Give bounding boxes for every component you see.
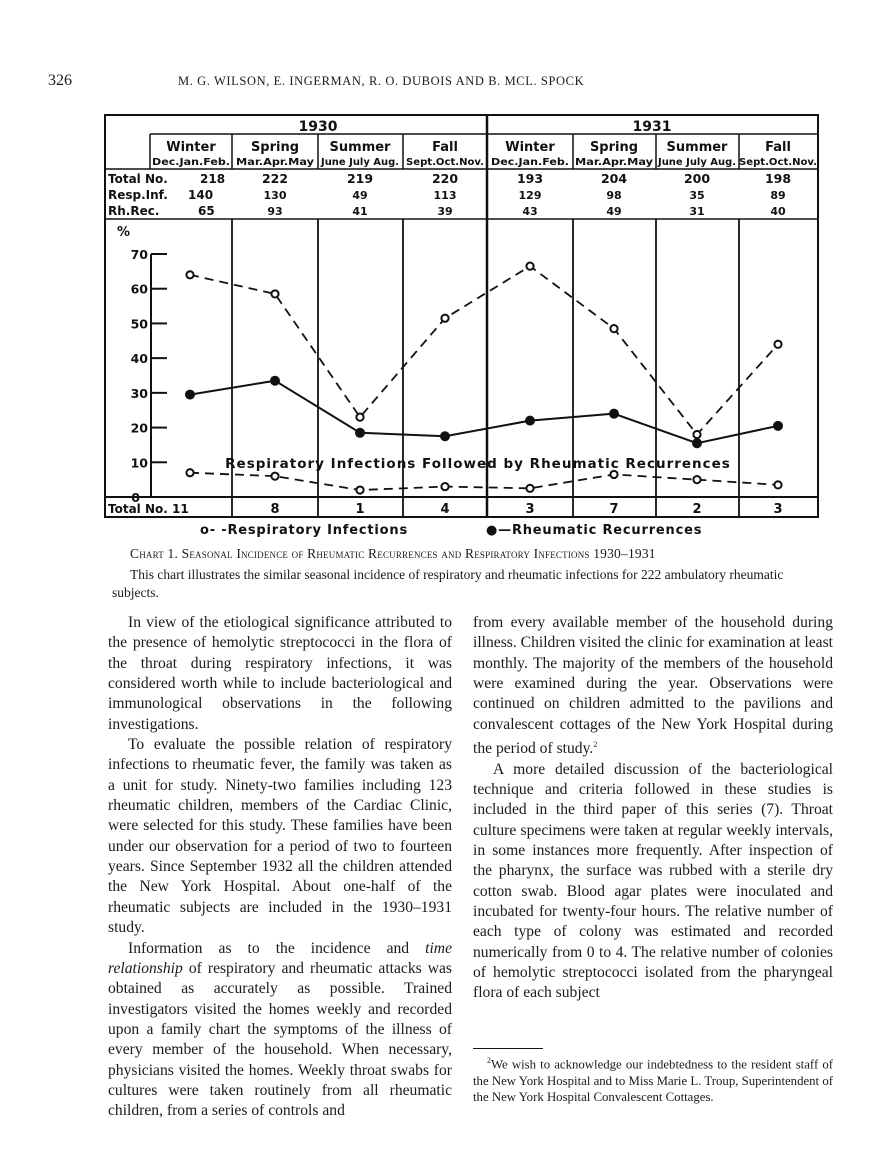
svg-text:1: 1 [355, 502, 365, 517]
chart-caption: Chart 1. Seasonal Incidence of Rheumatic Recurrences and Respiratory Infections 1930–1931 [130, 546, 656, 561]
svg-text:198: 198 [764, 171, 792, 186]
svg-text:3: 3 [773, 502, 783, 517]
chart-description: This chart illustrates the similar seasonal incidence of respiratory and rheumatic infections for 222 ambulatory rheumatic subjects. [112, 567, 784, 600]
paragraph: from every available member of the household during illness. Children visited the clinic for examination at least monthly. The majority of the members of the household were examined during the year. Observations were continued on children admitted to the pavilions and convalescent cottages of the New York Hospital during the period of study.$^2$ [473, 614, 833, 758]
open-point [693, 431, 700, 438]
svg-text:93: 93 [267, 205, 283, 218]
svg-text:98: 98 [606, 189, 622, 202]
open-point [271, 473, 278, 480]
filled-point [271, 377, 279, 385]
open-point [526, 263, 533, 270]
svg-text:Winter: Winter [505, 140, 555, 155]
svg-text:41: 41 [352, 205, 368, 218]
open-point [610, 325, 617, 332]
svg-text:218: 218 [200, 172, 226, 186]
open-point [441, 483, 448, 490]
svg-text:140: 140 [188, 188, 214, 202]
svg-text:43: 43 [522, 205, 538, 218]
svg-text:20: 20 [130, 420, 148, 436]
legend-respiratory: o- -Respiratory Infections [200, 523, 408, 538]
svg-text:Sept.Oct.Nov.: Sept.Oct.Nov. [406, 157, 484, 168]
svg-text:40: 40 [770, 205, 786, 218]
svg-text:40: 40 [130, 351, 148, 367]
svg-text:Mar.Apr.May: Mar.Apr.May [236, 157, 315, 168]
filled-point [774, 422, 782, 430]
open-point [441, 315, 448, 322]
svg-text:Spring: Spring [589, 140, 639, 155]
filled-point [441, 432, 449, 440]
svg-text:Dec.Jan.Feb.: Dec.Jan.Feb. [152, 157, 230, 168]
svg-text:June July Aug.: June July Aug. [656, 157, 736, 168]
footnote-marker: 2 [487, 1056, 491, 1065]
year-1930: 1930 [298, 119, 338, 135]
paragraph: Information as to the incidence and time relationship of respiratory and rheumatic attacks was obtained as accurately as possible. Trained investigators visited the homes weekly and recorded upon a family chart the symptoms of the illness of every member of the household. When necessary, physicians visited the homes. Weekly throat swabs for cultures were taken routinely from all rheumatic children, from a series of controls and [108, 939, 452, 1120]
svg-text:50: 50 [130, 316, 148, 332]
svg-text:Total No. 11: Total No. 11 [108, 502, 189, 516]
svg-text:65: 65 [198, 204, 215, 218]
svg-text:8: 8 [270, 502, 280, 517]
filled-point [610, 410, 618, 418]
svg-text:70: 70 [130, 247, 148, 262]
paragraph: A more detailed discussion of the bacteriological technique and criteria followed in these studies is included in the third paper of this series (7). Throat culture specimens were taken at regular weekly intervals, in some instances more frequently. After inspection of the pharynx, the surface was rubbed with a sterile dry cotton swab. Blood agar plates were inoculated and incubated for twenty-four hours. The relative number of each type of colony was estimated and recorded numerically from 0 to 4. The relative number of colonies of hemolytic streptococci isolated from the pharyngeal flora of each subject [473, 760, 833, 1002]
filled-point [693, 439, 701, 447]
open-point [271, 290, 278, 297]
svg-text:%: % [117, 225, 131, 240]
svg-text:219: 219 [346, 171, 374, 186]
svg-text:Winter: Winter [166, 140, 216, 155]
svg-text:130: 130 [263, 189, 287, 202]
year-1931: 1931 [632, 119, 672, 135]
open-point [774, 341, 781, 348]
svg-text:Spring: Spring [250, 140, 300, 155]
filled-point [186, 391, 194, 399]
footnote-rule [473, 1048, 543, 1049]
open-point [186, 469, 193, 476]
svg-text:193: 193 [516, 171, 544, 186]
svg-text:0: 0 [131, 490, 140, 505]
svg-text:220: 220 [431, 171, 459, 186]
svg-text:30: 30 [130, 385, 148, 401]
paragraph: In view of the etiological significance attributed to the presence of hemolytic streptococci in the flora of the throat during respiratory infections, it was considered worth while to include bacteriological and immunological observations in the following investigations. [108, 614, 452, 733]
open-point [186, 271, 193, 278]
svg-text:35: 35 [689, 189, 705, 202]
open-point [526, 485, 533, 492]
svg-text:60: 60 [130, 281, 148, 297]
svg-text:Total No.: Total No. [108, 172, 168, 186]
svg-text:4: 4 [440, 502, 450, 517]
line-chart [0, 0, 890, 545]
inline-series-label: Respiratory Infections Followed by Rheumatic Recurrences [225, 456, 731, 472]
body-column-right [473, 613, 833, 1004]
svg-text:Fall: Fall [765, 140, 791, 155]
svg-text:222: 222 [261, 171, 289, 186]
svg-text:89: 89 [770, 189, 786, 202]
open-point [356, 414, 363, 421]
page-number: 326 [48, 72, 72, 89]
svg-text:49: 49 [606, 205, 622, 218]
svg-text:200: 200 [683, 171, 711, 186]
svg-text:113: 113 [433, 189, 457, 202]
svg-text:Dec.Jan.Feb.: Dec.Jan.Feb. [491, 157, 569, 168]
open-point [356, 486, 363, 493]
svg-text:Rh.Rec.: Rh.Rec. [108, 204, 160, 218]
filled-point [356, 429, 364, 437]
paragraph: To evaluate the possible relation of respiratory infections to rheumatic fever, the family was taken as a unit for study. Ninety-two families including 123 rheumatic children, members of the Cardiac Clinic, were selected for this study. These families have been under our observation for a period of two to fourteen years. Since September 1932 all the children attended the New York Hospital. About one-half of the rheumatic subjects are included in the 1930–1931 study. [108, 736, 452, 937]
svg-text:2: 2 [692, 502, 702, 517]
svg-text:204: 204 [600, 171, 628, 186]
footnote: $^2$We wish to acknowledge our indebtedness to the resident staff of the New York Hospital and to Miss Marie L. Troup, Superintendent of the New York Hospital Convalescent Cottages. [473, 1056, 833, 1105]
svg-text:Fall: Fall [432, 140, 458, 155]
emphasis: time relationship [108, 939, 452, 977]
filled-point [526, 417, 534, 425]
authors-line: M. G. WILSON, E. INGERMAN, R. O. DUBOIS AND B. MCL. SPOCK [178, 74, 585, 88]
svg-text:Resp.Inf.: Resp.Inf. [108, 188, 168, 202]
svg-text:Summer: Summer [329, 140, 391, 155]
svg-text:Sept.Oct.Nov.: Sept.Oct.Nov. [739, 157, 817, 168]
svg-text:129: 129 [518, 189, 542, 202]
open-point [693, 476, 700, 483]
series-line-1 [190, 381, 778, 443]
legend-rheumatic: ●—Rheumatic Recurrences [486, 523, 703, 538]
svg-text:Mar.Apr.May: Mar.Apr.May [575, 157, 654, 168]
svg-text:7: 7 [609, 502, 619, 517]
svg-text:39: 39 [437, 205, 453, 218]
body-column-left [108, 613, 452, 1122]
svg-text:10: 10 [130, 455, 148, 471]
footnote-ref[interactable]: 2 [593, 740, 598, 750]
svg-text:31: 31 [689, 205, 705, 218]
open-point [774, 481, 781, 488]
svg-text:Summer: Summer [666, 140, 728, 155]
svg-text:June July Aug.: June July Aug. [319, 157, 399, 168]
chart-1 [0, 0, 890, 545]
svg-text:49: 49 [352, 189, 368, 202]
svg-text:3: 3 [525, 502, 535, 517]
